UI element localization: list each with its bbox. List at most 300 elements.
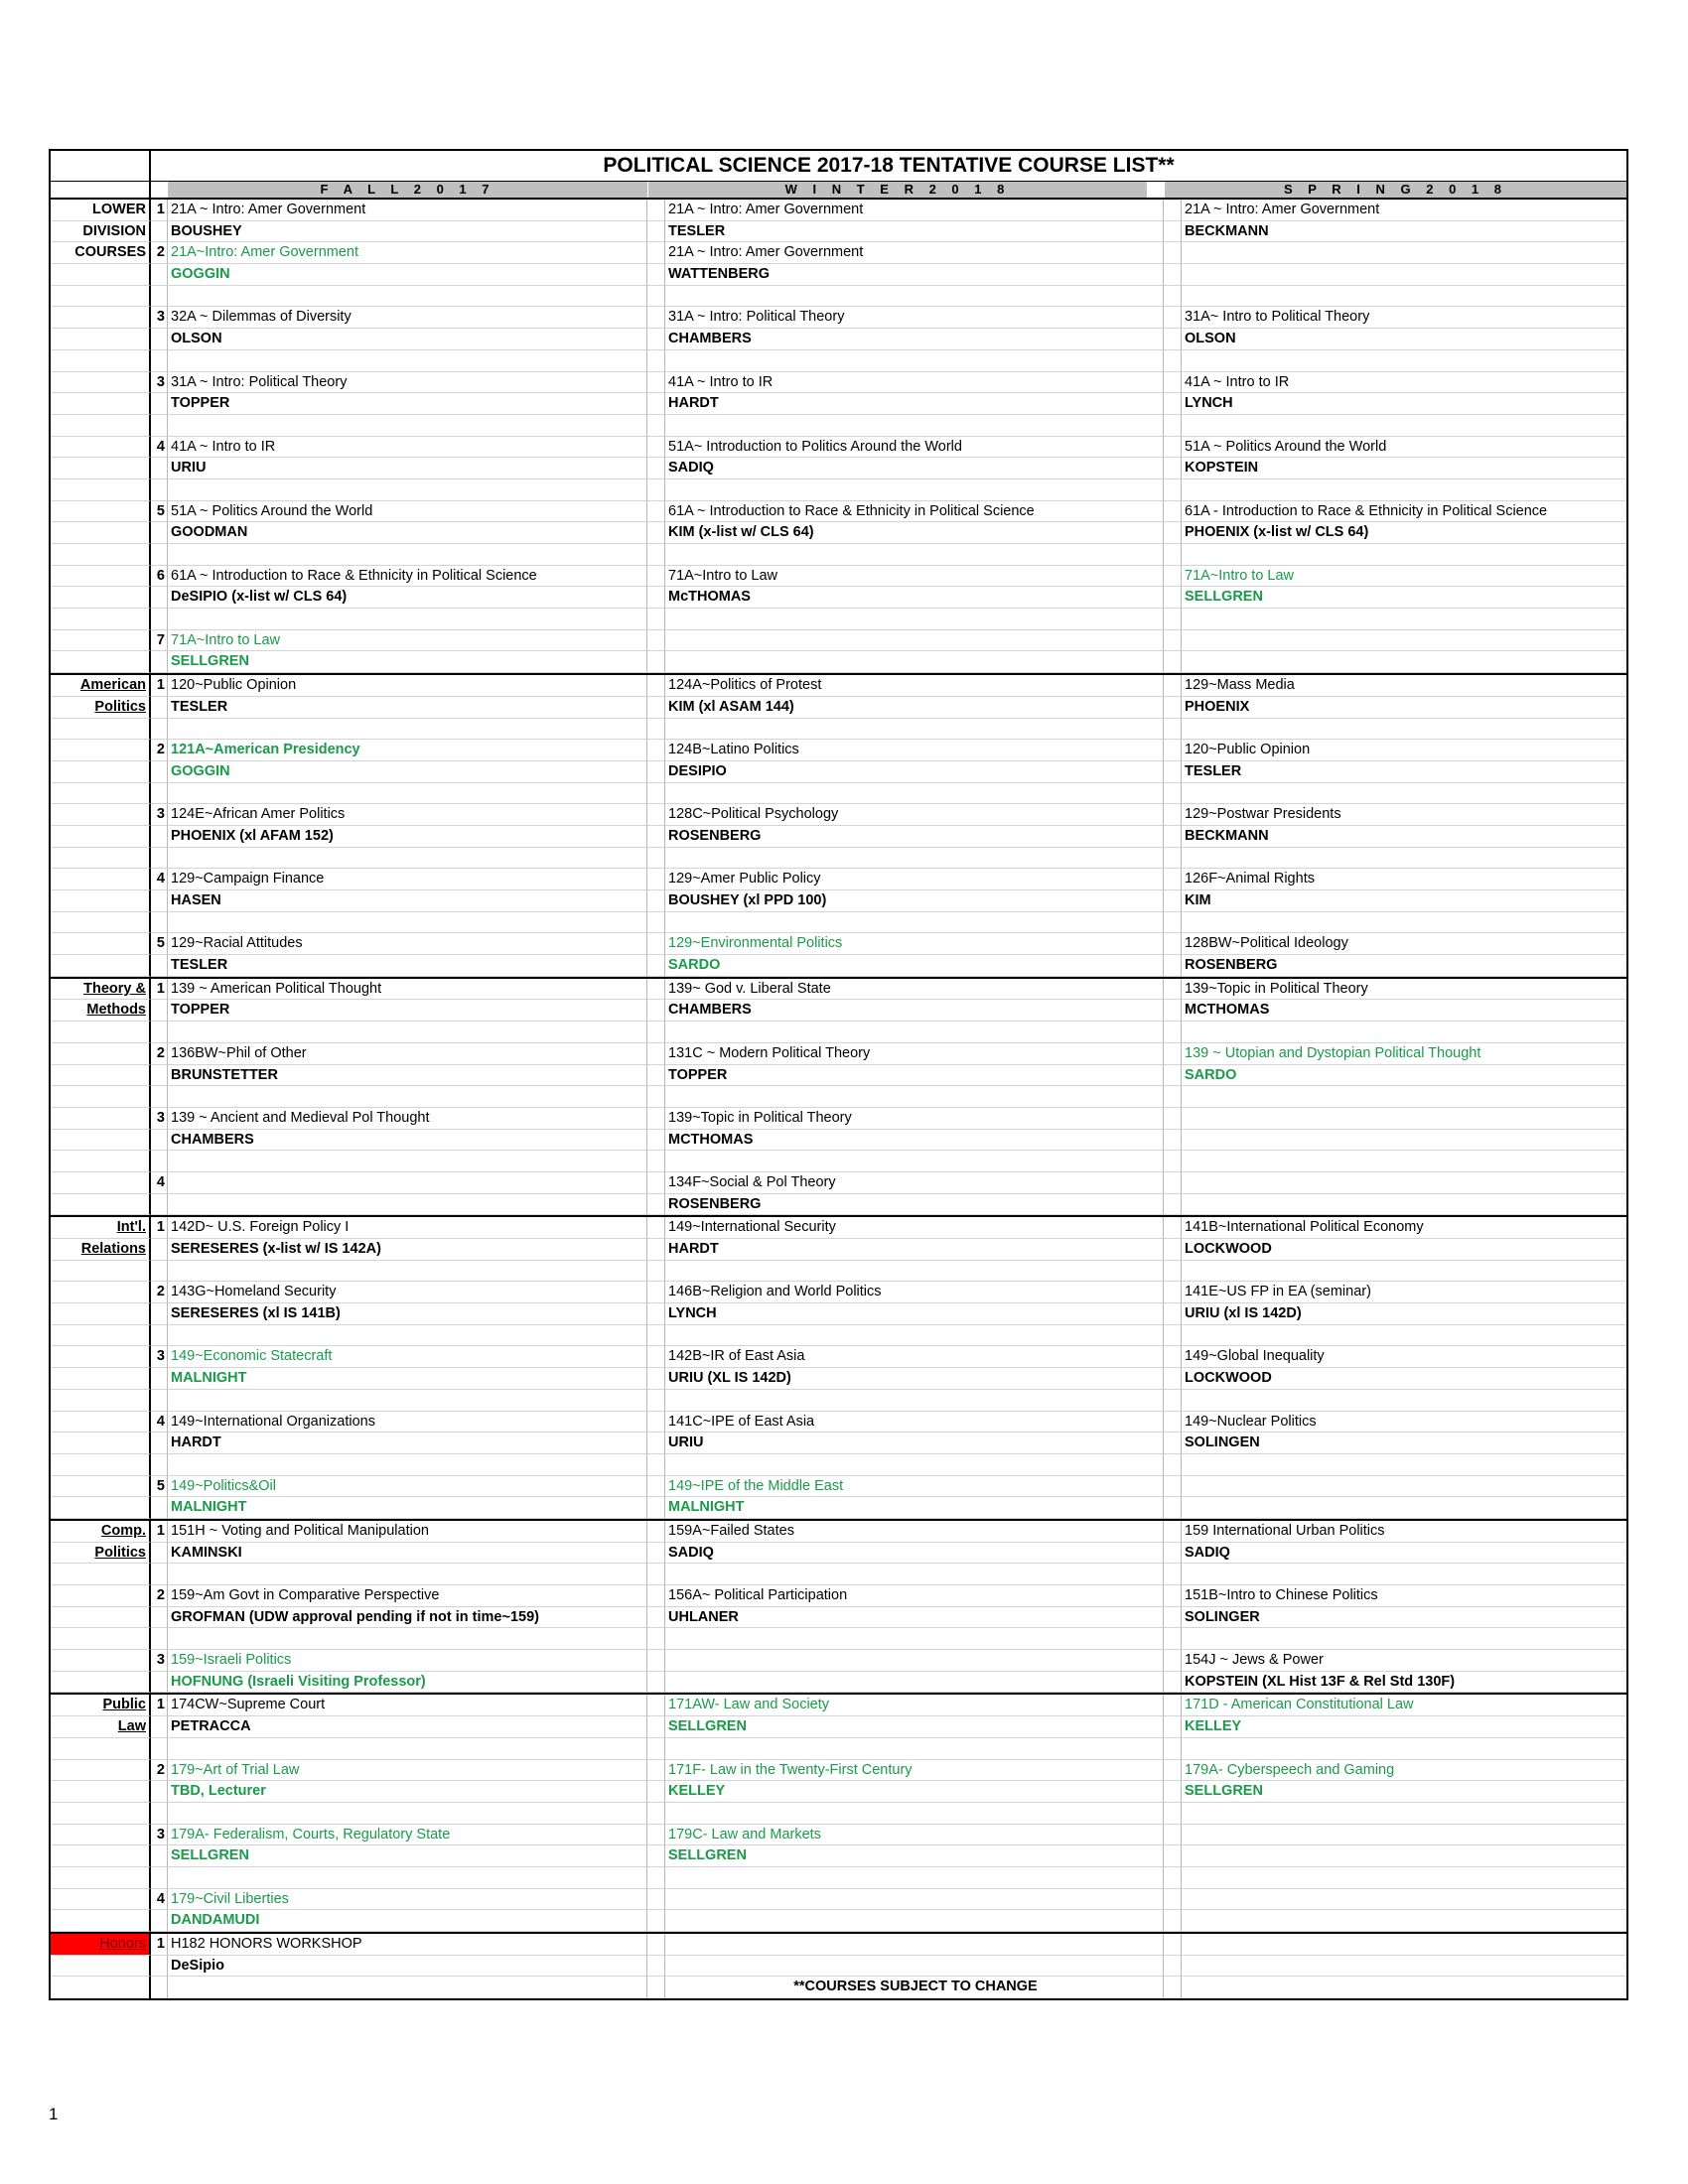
winter-cell: CHAMBERS <box>665 329 1164 350</box>
winter-cell: SELLGREN <box>665 1845 1164 1867</box>
table-row <box>51 933 1626 955</box>
course-number <box>151 479 168 501</box>
course-number: 6 <box>151 566 168 588</box>
winter-cell: URIU <box>665 1433 1164 1454</box>
course-number <box>151 1368 168 1390</box>
fall-cell: 41A ~ Intro to IR <box>168 437 647 459</box>
spring-cell: LOCKWOOD <box>1182 1239 1626 1261</box>
spring-cell: 120~Public Opinion <box>1182 740 1626 761</box>
column-gap <box>647 890 665 912</box>
spring-cell <box>1182 1977 1626 1998</box>
fall-cell: 139 ~ Ancient and Medieval Pol Thought <box>168 1108 647 1130</box>
spring-cell: 159 International Urban Politics <box>1182 1521 1626 1543</box>
column-gap <box>1164 1000 1182 1022</box>
column-gap <box>1164 651 1182 673</box>
table-row <box>51 501 1626 523</box>
fall-cell <box>168 609 647 630</box>
fall-cell: GOODMAN <box>168 522 647 544</box>
fall-cell: 120~Public Opinion <box>168 675 647 697</box>
fall-cell <box>168 719 647 741</box>
term-winter-header: W I N T E R 2 0 1 8 <box>647 182 1165 198</box>
column-gap <box>647 1716 665 1738</box>
column-gap <box>1164 393 1182 415</box>
section-label <box>51 1585 151 1607</box>
section-label <box>51 286 151 308</box>
column-gap <box>647 1543 665 1565</box>
course-number: 3 <box>151 1346 168 1368</box>
fall-cell: 61A ~ Introduction to Race & Ethnicity in Political Science <box>168 566 647 588</box>
spring-cell: KOPSTEIN <box>1182 458 1626 479</box>
course-number <box>151 1607 168 1629</box>
fall-cell: GROFMAN (UDW approval pending if not in time~159) <box>168 1607 647 1629</box>
table-row <box>51 1022 1626 1043</box>
winter-cell: WATTENBERG <box>665 264 1164 286</box>
winter-cell: HARDT <box>665 393 1164 415</box>
column-gap <box>647 544 665 566</box>
course-number <box>151 350 168 372</box>
fall-cell <box>168 1564 647 1585</box>
winter-cell: 41A ~ Intro to IR <box>665 372 1164 394</box>
winter-cell <box>665 1325 1164 1347</box>
column-gap <box>1164 1151 1182 1172</box>
winter-cell: HARDT <box>665 1239 1164 1261</box>
column-gap <box>647 1065 665 1087</box>
section-label <box>51 1781 151 1803</box>
fall-cell: 139 ~ American Political Thought <box>168 979 647 1001</box>
column-gap <box>1164 264 1182 286</box>
section-label <box>51 630 151 652</box>
table-row <box>51 1695 1626 1716</box>
section-label <box>51 1065 151 1087</box>
spring-cell <box>1182 651 1626 673</box>
section-label <box>51 501 151 523</box>
winter-cell: 171AW- Law and Society <box>665 1695 1164 1716</box>
column-gap <box>1164 1977 1182 1998</box>
course-number: 2 <box>151 1760 168 1782</box>
winter-cell <box>665 1867 1164 1889</box>
column-gap <box>647 566 665 588</box>
column-gap <box>1164 1086 1182 1108</box>
column-gap <box>647 1650 665 1672</box>
spring-cell <box>1182 242 1626 264</box>
section-label <box>51 1022 151 1043</box>
fall-cell: DeSIPIO (x-list w/ CLS 64) <box>168 587 647 609</box>
spring-cell <box>1182 1867 1626 1889</box>
column-gap <box>1164 1564 1182 1585</box>
table-row <box>51 458 1626 479</box>
section-label <box>51 1977 151 1998</box>
column-gap <box>1164 544 1182 566</box>
section-label <box>51 869 151 890</box>
fall-cell: 129~Campaign Finance <box>168 869 647 890</box>
winter-cell: 71A~Intro to Law <box>665 566 1164 588</box>
table-row <box>51 544 1626 566</box>
table-row <box>51 697 1626 719</box>
fall-cell: OLSON <box>168 329 647 350</box>
column-gap <box>1164 1065 1182 1087</box>
course-number <box>151 1867 168 1889</box>
spring-cell: 149~Global Inequality <box>1182 1346 1626 1368</box>
column-gap <box>647 307 665 329</box>
winter-cell: 149~IPE of the Middle East <box>665 1476 1164 1498</box>
table-row <box>51 979 1626 1001</box>
fall-cell <box>168 1022 647 1043</box>
fall-cell: 174CW~Supreme Court <box>168 1695 647 1716</box>
table-row <box>51 286 1626 308</box>
spring-cell <box>1182 1022 1626 1043</box>
table-row <box>51 1628 1626 1650</box>
column-gap <box>1164 1845 1182 1867</box>
column-gap <box>1164 1282 1182 1303</box>
course-number: 2 <box>151 1585 168 1607</box>
table-row <box>51 1781 1626 1803</box>
spring-cell <box>1182 350 1626 372</box>
winter-cell: 149~International Security <box>665 1217 1164 1239</box>
fall-cell <box>168 1867 647 1889</box>
spring-cell: LYNCH <box>1182 393 1626 415</box>
winter-cell <box>665 286 1164 308</box>
spring-cell <box>1182 630 1626 652</box>
course-number <box>151 1239 168 1261</box>
column-gap <box>647 1738 665 1760</box>
spring-cell <box>1182 1956 1626 1978</box>
section-label <box>51 933 151 955</box>
fall-cell: 179~Civil Liberties <box>168 1889 647 1911</box>
course-number <box>151 221 168 243</box>
section-label: Theory & <box>51 979 151 1001</box>
column-gap <box>1164 1628 1182 1650</box>
spring-cell <box>1182 1151 1626 1172</box>
spring-cell <box>1182 1086 1626 1108</box>
column-gap <box>1164 501 1182 523</box>
section-label <box>51 740 151 761</box>
column-gap <box>647 393 665 415</box>
column-gap <box>1164 1825 1182 1846</box>
course-number <box>151 1845 168 1867</box>
course-section <box>51 1693 1626 1932</box>
table-row <box>51 1325 1626 1347</box>
spring-cell <box>1182 1889 1626 1911</box>
winter-cell: UHLANER <box>665 1607 1164 1629</box>
winter-cell <box>665 651 1164 673</box>
section-label <box>51 1043 151 1065</box>
fall-cell <box>168 1261 647 1283</box>
winter-cell: TOPPER <box>665 1065 1164 1087</box>
winter-cell: 129~Amer Public Policy <box>665 869 1164 890</box>
fall-cell: PETRACCA <box>168 1716 647 1738</box>
column-gap <box>1164 1130 1182 1152</box>
column-gap <box>1164 1412 1182 1433</box>
course-number: 2 <box>151 1043 168 1065</box>
column-gap <box>647 1956 665 1978</box>
column-gap <box>647 1628 665 1650</box>
spring-cell: 129~Postwar Presidents <box>1182 804 1626 826</box>
table-row <box>51 1867 1626 1889</box>
section-label: LOWER <box>51 200 151 221</box>
spring-cell: 139~Topic in Political Theory <box>1182 979 1626 1001</box>
section-label <box>51 1346 151 1368</box>
section-label <box>51 651 151 673</box>
fall-cell: 31A ~ Intro: Political Theory <box>168 372 647 394</box>
course-number <box>151 848 168 870</box>
column-gap <box>1164 955 1182 977</box>
spring-cell <box>1182 1825 1626 1846</box>
course-number: 3 <box>151 1825 168 1846</box>
spring-cell: MCTHOMAS <box>1182 1000 1626 1022</box>
winter-cell: 129~Environmental Politics <box>665 933 1164 955</box>
column-gap <box>647 1672 665 1694</box>
column-gap <box>1164 1672 1182 1694</box>
table-row <box>51 264 1626 286</box>
table-row <box>51 1433 1626 1454</box>
column-gap <box>647 979 665 1001</box>
section-label <box>51 522 151 544</box>
table-row <box>51 1607 1626 1629</box>
column-gap <box>1164 1172 1182 1194</box>
spring-cell <box>1182 609 1626 630</box>
winter-cell <box>665 415 1164 437</box>
winter-cell <box>665 1738 1164 1760</box>
fall-cell <box>168 1454 647 1476</box>
spring-cell <box>1182 1130 1626 1152</box>
course-number <box>151 1454 168 1476</box>
fall-cell: 51A ~ Politics Around the World <box>168 501 647 523</box>
column-gap <box>1164 587 1182 609</box>
column-gap <box>647 1194 665 1216</box>
course-number <box>151 587 168 609</box>
course-number: 1 <box>151 979 168 1001</box>
spring-cell: BECKMANN <box>1182 221 1626 243</box>
table-row <box>51 587 1626 609</box>
fall-cell: HASEN <box>168 890 647 912</box>
fall-cell <box>168 1803 647 1825</box>
course-number <box>151 1086 168 1108</box>
winter-cell: 159A~Failed States <box>665 1521 1164 1543</box>
fall-cell: 159~Am Govt in Comparative Perspective <box>168 1585 647 1607</box>
footnote: **COURSES SUBJECT TO CHANGE <box>665 1977 1164 1998</box>
winter-cell: McTHOMAS <box>665 587 1164 609</box>
column-gap <box>647 933 665 955</box>
column-gap <box>1164 1108 1182 1130</box>
column-gap <box>647 372 665 394</box>
course-number: 1 <box>151 200 168 221</box>
column-gap <box>1164 761 1182 783</box>
table-row <box>51 479 1626 501</box>
column-gap <box>1164 1346 1182 1368</box>
table-row <box>51 761 1626 783</box>
course-number <box>151 393 168 415</box>
column-gap <box>647 1217 665 1239</box>
spring-cell <box>1182 415 1626 437</box>
term-fall-header: F A L L 2 0 1 7 <box>320 182 495 197</box>
table-row <box>51 200 1626 221</box>
fall-cell: TBD, Lecturer <box>168 1781 647 1803</box>
winter-cell: KIM (xl ASAM 144) <box>665 697 1164 719</box>
winter-cell <box>665 1650 1164 1672</box>
spring-cell: 128BW~Political Ideology <box>1182 933 1626 955</box>
fall-cell: DANDAMUDI <box>168 1910 647 1932</box>
course-number <box>151 264 168 286</box>
spring-cell <box>1182 912 1626 934</box>
spring-cell: 141B~International Political Economy <box>1182 1217 1626 1239</box>
section-label <box>51 1325 151 1347</box>
column-gap <box>647 221 665 243</box>
fall-cell: 142D~ U.S. Foreign Policy I <box>168 1217 647 1239</box>
fall-cell <box>168 544 647 566</box>
table-row <box>51 804 1626 826</box>
course-number <box>151 651 168 673</box>
fall-cell: 136BW~Phil of Other <box>168 1043 647 1065</box>
spring-cell: 126F~Animal Rights <box>1182 869 1626 890</box>
column-gap <box>647 522 665 544</box>
course-section <box>51 977 1626 1216</box>
column-gap <box>1164 350 1182 372</box>
column-gap <box>647 1368 665 1390</box>
column-gap <box>647 1476 665 1498</box>
section-label <box>51 890 151 912</box>
table-row <box>51 609 1626 630</box>
winter-cell: 21A ~ Intro: Amer Government <box>665 242 1164 264</box>
column-gap <box>1164 1261 1182 1283</box>
column-gap <box>647 1607 665 1629</box>
column-gap <box>647 501 665 523</box>
page-title: POLITICAL SCIENCE 2017-18 TENTATIVE COURSE LIST** <box>603 154 1175 177</box>
course-number: 3 <box>151 804 168 826</box>
column-gap <box>647 955 665 977</box>
winter-cell <box>665 1628 1164 1650</box>
spring-cell: SELLGREN <box>1182 1781 1626 1803</box>
spring-cell: 139 ~ Utopian and Dystopian Political Thought <box>1182 1043 1626 1065</box>
column-gap <box>1164 437 1182 459</box>
column-gap <box>1164 1934 1182 1956</box>
course-number <box>151 1151 168 1172</box>
section-label <box>51 587 151 609</box>
section-label <box>51 1889 151 1911</box>
table-row <box>51 1412 1626 1433</box>
spring-cell <box>1182 783 1626 805</box>
section-label <box>51 912 151 934</box>
spring-cell: 51A ~ Politics Around the World <box>1182 437 1626 459</box>
fall-cell <box>168 848 647 870</box>
fall-cell: TOPPER <box>168 393 647 415</box>
winter-cell: 31A ~ Intro: Political Theory <box>665 307 1164 329</box>
fall-cell: BOUSHEY <box>168 221 647 243</box>
table-row <box>51 740 1626 761</box>
spring-cell <box>1182 264 1626 286</box>
column-gap <box>1164 1585 1182 1607</box>
spring-cell <box>1182 1172 1626 1194</box>
column-gap <box>1164 869 1182 890</box>
section-label <box>51 1282 151 1303</box>
winter-cell: KIM (x-list w/ CLS 64) <box>665 522 1164 544</box>
table-row <box>51 1585 1626 1607</box>
spring-cell: KELLEY <box>1182 1716 1626 1738</box>
fall-cell: KAMINSKI <box>168 1543 647 1565</box>
fall-cell <box>168 1977 647 1998</box>
column-gap <box>1164 307 1182 329</box>
course-number <box>151 719 168 741</box>
winter-cell <box>665 479 1164 501</box>
spring-cell: 179A- Cyberspeech and Gaming <box>1182 1760 1626 1782</box>
course-number <box>151 697 168 719</box>
course-number <box>151 329 168 350</box>
winter-cell: 139~ God v. Liberal State <box>665 979 1164 1001</box>
fall-cell: TESLER <box>168 697 647 719</box>
column-gap <box>1164 1956 1182 1978</box>
column-gap <box>1164 912 1182 934</box>
winter-cell: 139~Topic in Political Theory <box>665 1108 1164 1130</box>
course-number <box>151 1910 168 1932</box>
column-gap <box>647 1303 665 1325</box>
table-row <box>51 783 1626 805</box>
course-section <box>51 673 1626 977</box>
section-label <box>51 415 151 437</box>
column-gap <box>1164 1910 1182 1932</box>
column-gap <box>1164 1607 1182 1629</box>
spring-cell: SOLINGEN <box>1182 1433 1626 1454</box>
winter-cell: MCTHOMAS <box>665 1130 1164 1152</box>
fall-cell: 71A~Intro to Law <box>168 630 647 652</box>
column-gap <box>647 826 665 848</box>
winter-cell <box>665 719 1164 741</box>
column-gap <box>647 242 665 264</box>
section-label <box>51 1564 151 1585</box>
fall-cell: CHAMBERS <box>168 1130 647 1152</box>
fall-cell: GOGGIN <box>168 761 647 783</box>
column-gap <box>1164 1497 1182 1519</box>
winter-cell: 156A~ Political Participation <box>665 1585 1164 1607</box>
column-gap <box>1164 1803 1182 1825</box>
winter-cell: 124B~Latino Politics <box>665 740 1164 761</box>
table-row <box>51 1956 1626 1978</box>
table-row <box>51 1000 1626 1022</box>
table-row <box>51 1825 1626 1846</box>
course-number <box>151 1194 168 1216</box>
section-label <box>51 1303 151 1325</box>
table-row <box>51 912 1626 934</box>
section-label <box>51 1845 151 1867</box>
section-label <box>51 264 151 286</box>
table-row <box>51 1845 1626 1867</box>
column-gap <box>1164 783 1182 805</box>
column-gap <box>1164 697 1182 719</box>
table-row <box>51 1672 1626 1694</box>
section-label <box>51 1390 151 1412</box>
course-section <box>51 1215 1626 1519</box>
course-number <box>151 522 168 544</box>
table-row <box>51 1282 1626 1303</box>
section-label <box>51 1476 151 1498</box>
winter-cell: BOUSHEY (xl PPD 100) <box>665 890 1164 912</box>
section-label <box>51 1172 151 1194</box>
winter-cell <box>665 609 1164 630</box>
table-row <box>51 1454 1626 1476</box>
spring-cell: KOPSTEIN (XL Hist 13F & Rel Std 130F) <box>1182 1672 1626 1694</box>
column-gap <box>647 869 665 890</box>
column-gap <box>647 1825 665 1846</box>
column-gap <box>647 697 665 719</box>
spring-cell: TESLER <box>1182 761 1626 783</box>
course-number <box>151 1022 168 1043</box>
column-gap <box>647 1585 665 1607</box>
fall-cell: SELLGREN <box>168 1845 647 1867</box>
section-label <box>51 1607 151 1629</box>
column-gap <box>1164 1521 1182 1543</box>
column-gap <box>647 1261 665 1283</box>
course-number <box>151 1130 168 1152</box>
course-number: 4 <box>151 1172 168 1194</box>
column-gap <box>1164 1867 1182 1889</box>
